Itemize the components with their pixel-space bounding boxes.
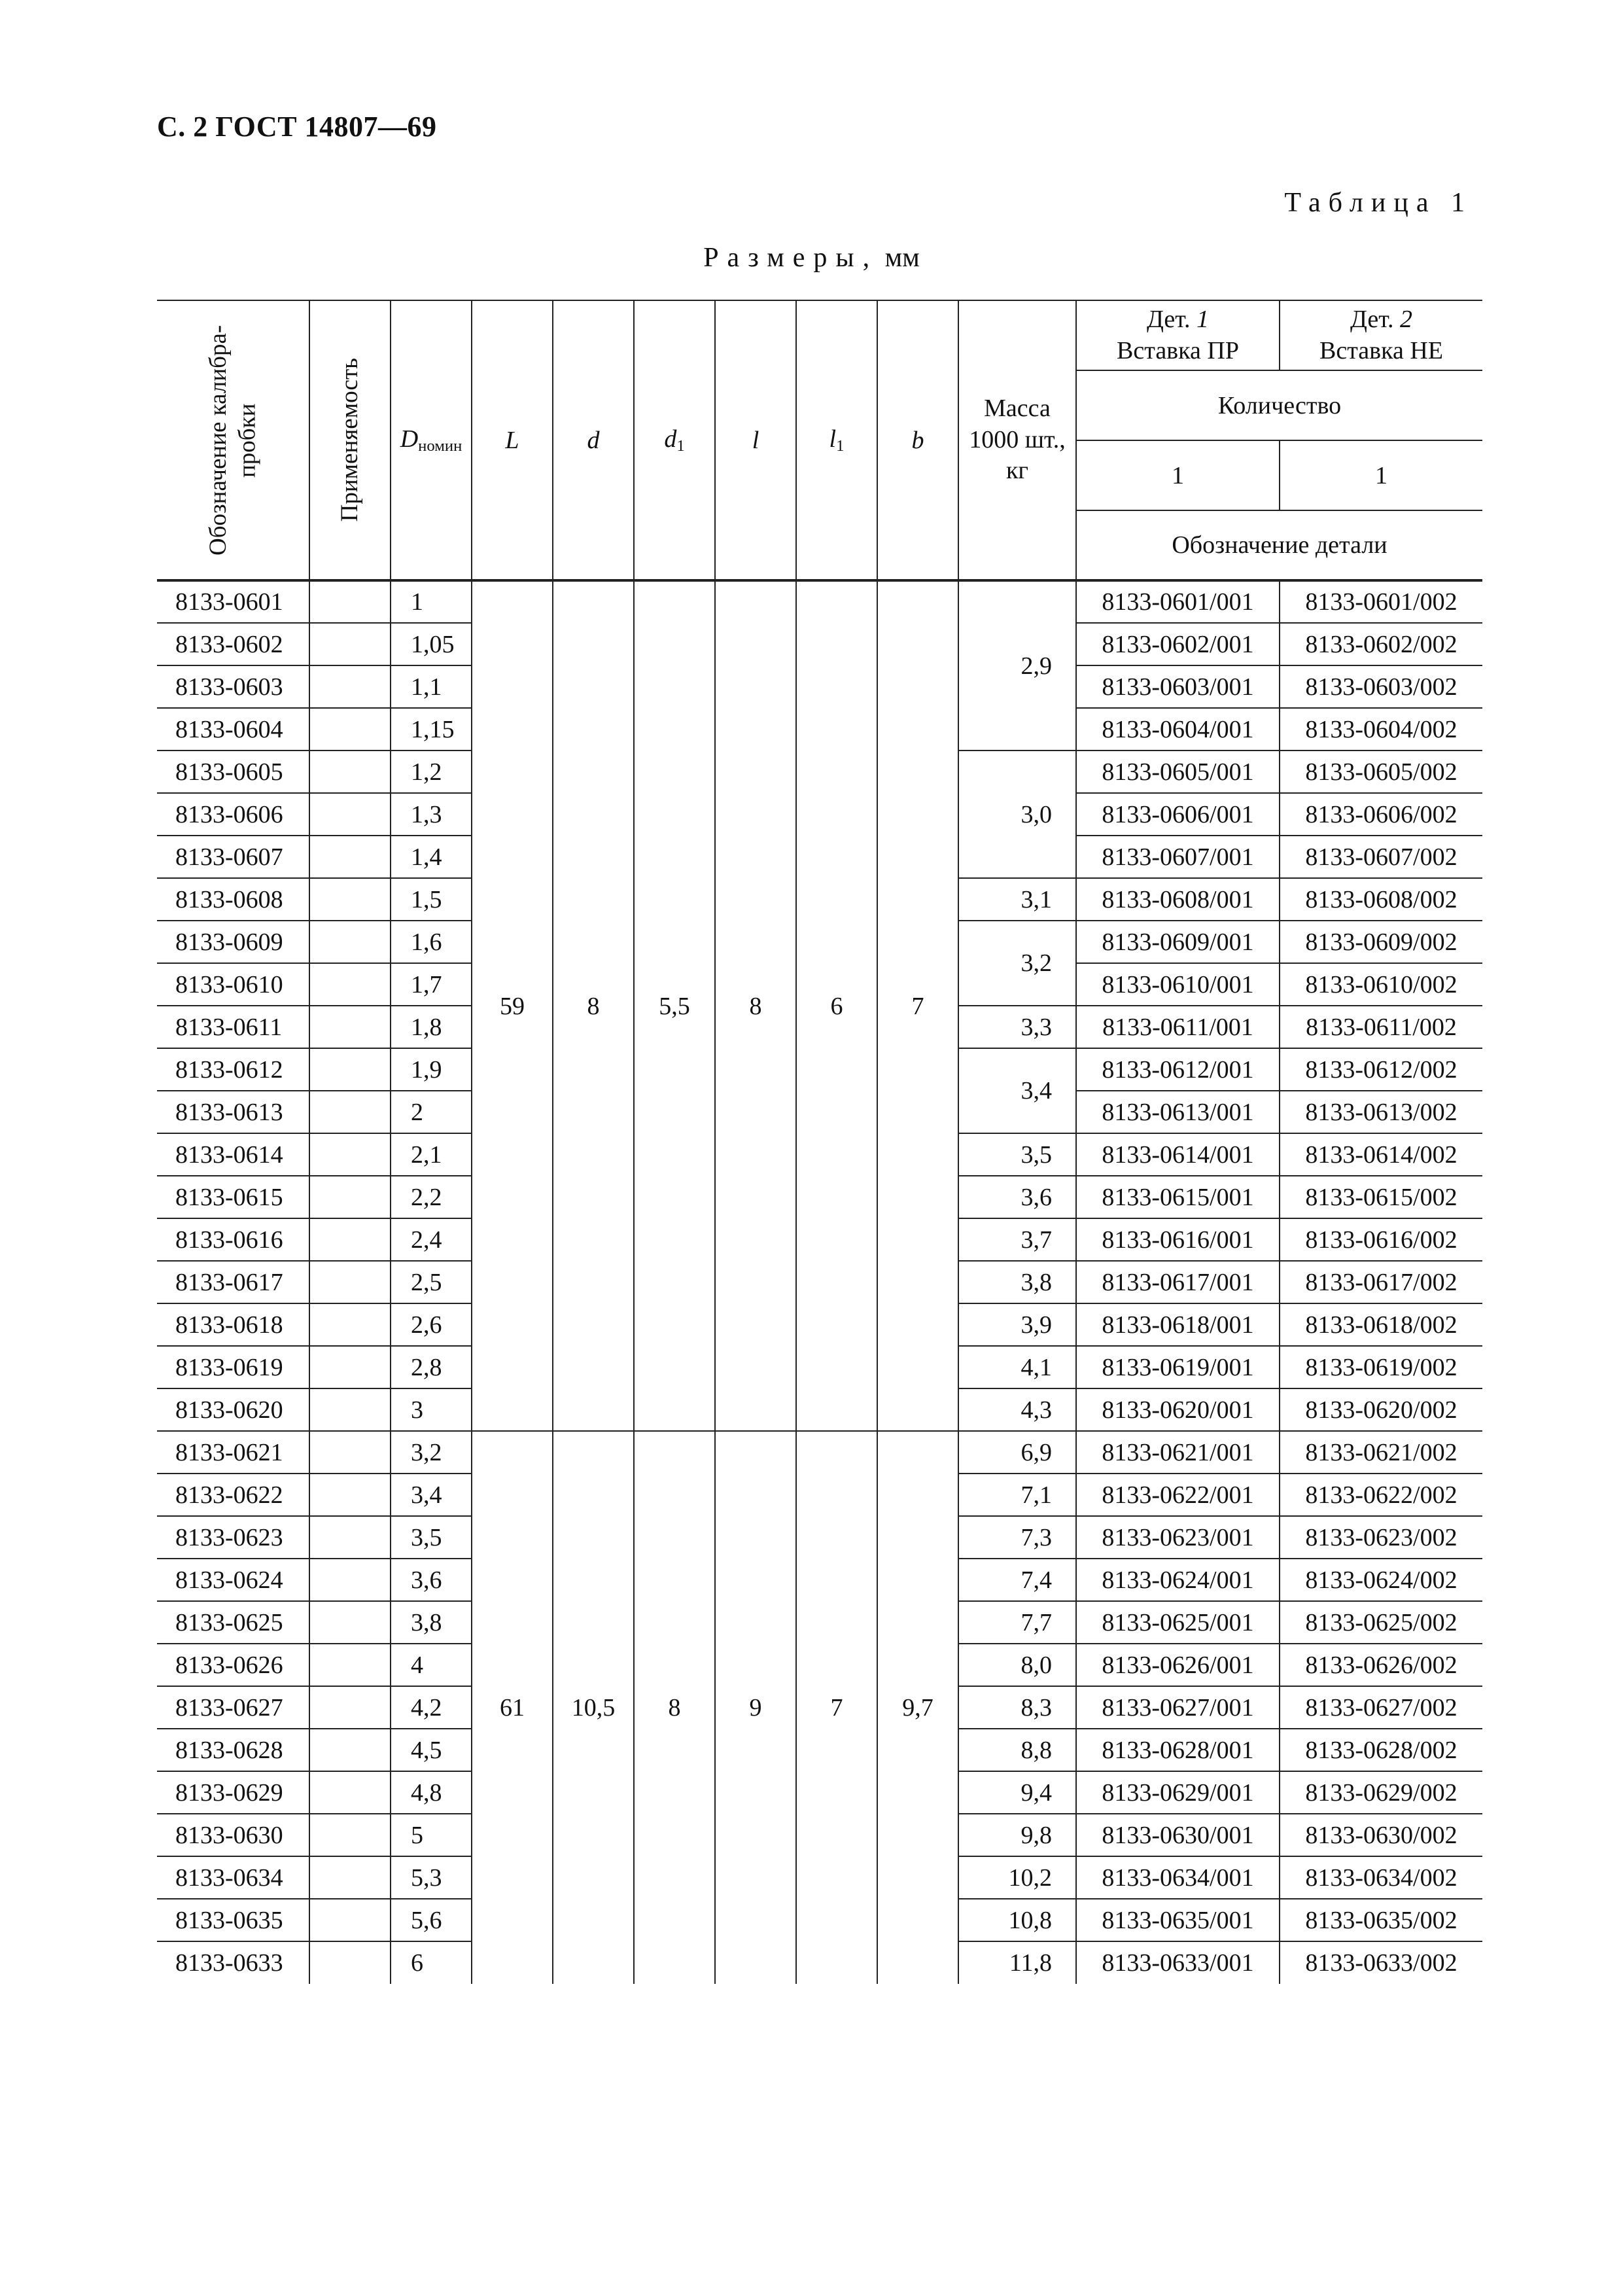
part2-code-cell: 8133-0617/002 <box>1280 1261 1482 1303</box>
mass-cell: 3,9 <box>958 1303 1076 1346</box>
part1-code-cell: 8133-0616/001 <box>1076 1218 1280 1261</box>
applicability-cell <box>309 1346 391 1388</box>
mass-cell: 7,7 <box>958 1601 1076 1644</box>
d-nom-cell: 2 <box>391 1091 472 1133</box>
part2-code-cell: 8133-0623/002 <box>1280 1516 1482 1559</box>
applicability-cell <box>309 1048 391 1091</box>
gauge-code-cell: 8133-0618 <box>157 1303 309 1346</box>
d-nom-cell: 2,4 <box>391 1218 472 1261</box>
dim-d-cell: 8 <box>553 580 634 1431</box>
dim-L-cell: 59 <box>472 580 553 1431</box>
part1-code-cell: 8133-0617/001 <box>1076 1261 1280 1303</box>
part1-code-cell: 8133-0629/001 <box>1076 1771 1280 1814</box>
part2-code-cell: 8133-0611/002 <box>1280 1006 1482 1048</box>
part1-code-cell: 8133-0611/001 <box>1076 1006 1280 1048</box>
dim-d1-cell: 8 <box>634 1431 715 1984</box>
mass-cell: 8,8 <box>958 1729 1076 1771</box>
applicability-cell <box>309 1814 391 1856</box>
applicability-cell <box>309 1686 391 1729</box>
mass-cell: 2,9 <box>958 580 1076 751</box>
part1-code-cell: 8133-0623/001 <box>1076 1516 1280 1559</box>
mass-cell: 7,4 <box>958 1559 1076 1601</box>
gauge-table <box>157 300 1482 1984</box>
part1-code-cell: 8133-0606/001 <box>1076 793 1280 836</box>
part2-code-cell: 8133-0635/002 <box>1280 1899 1482 1941</box>
part2-code-cell: 8133-0609/002 <box>1280 921 1482 963</box>
mass-cell: 8,3 <box>958 1686 1076 1729</box>
part1-code-cell: 8133-0625/001 <box>1076 1601 1280 1644</box>
applicability-cell <box>309 878 391 921</box>
applicability-cell <box>309 1388 391 1431</box>
gauge-code-cell: 8133-0635 <box>157 1899 309 1941</box>
part1-code-cell: 8133-0613/001 <box>1076 1091 1280 1133</box>
applicability-cell <box>309 1431 391 1474</box>
part2-code-cell: 8133-0629/002 <box>1280 1771 1482 1814</box>
gauge-code-cell: 8133-0634 <box>157 1856 309 1899</box>
part2-code-cell: 8133-0619/002 <box>1280 1346 1482 1388</box>
d-nom-cell: 2,5 <box>391 1261 472 1303</box>
part1-code-cell: 8133-0610/001 <box>1076 963 1280 1006</box>
mass-cell: 9,4 <box>958 1771 1076 1814</box>
col-l1: $l_1$ <box>796 300 877 580</box>
part2-code-cell: 8133-0607/002 <box>1280 836 1482 878</box>
col-part-designation: Обозначение детали <box>1076 510 1482 580</box>
part2-code-cell: 8133-0608/002 <box>1280 878 1482 921</box>
gauge-code-cell: 8133-0604 <box>157 708 309 751</box>
part1-code-cell: 8133-0626/001 <box>1076 1644 1280 1686</box>
d-nom-cell: 1,8 <box>391 1006 472 1048</box>
mass-cell: 11,8 <box>958 1941 1076 1984</box>
table-body <box>157 580 1482 1984</box>
col-part2: Дет. 2 Вставка НЕ <box>1280 300 1482 370</box>
col-applicability: Применяемость <box>309 300 391 580</box>
part2-code-cell: 8133-0624/002 <box>1280 1559 1482 1601</box>
part1-code-cell: 8133-0624/001 <box>1076 1559 1280 1601</box>
mass-cell: 7,3 <box>958 1516 1076 1559</box>
d-nom-cell: 1,1 <box>391 665 472 708</box>
d-nom-cell: 3,4 <box>391 1474 472 1516</box>
part1-code-cell: 8133-0633/001 <box>1076 1941 1280 1984</box>
applicability-cell <box>309 836 391 878</box>
d-nom-cell: 1,5 <box>391 878 472 921</box>
applicability-cell <box>309 1006 391 1048</box>
mass-cell: 3,5 <box>958 1133 1076 1176</box>
d-nom-cell: 3,2 <box>391 1431 472 1474</box>
part2-code-cell: 8133-0602/002 <box>1280 623 1482 665</box>
d-nom-cell: 4,2 <box>391 1686 472 1729</box>
part1-code-cell: 8133-0612/001 <box>1076 1048 1280 1091</box>
d-nom-cell: 2,1 <box>391 1133 472 1176</box>
col-b: b <box>877 300 958 580</box>
mass-cell: 3,8 <box>958 1261 1076 1303</box>
part1-code-cell: 8133-0627/001 <box>1076 1686 1280 1729</box>
d-nom-cell: 4 <box>391 1644 472 1686</box>
col-d-nom: $D_{номин}$ <box>391 300 472 580</box>
part2-code-cell: 8133-0625/002 <box>1280 1601 1482 1644</box>
gauge-code-cell: 8133-0615 <box>157 1176 309 1218</box>
part2-code-cell: 8133-0634/002 <box>1280 1856 1482 1899</box>
d-nom-cell: 5,3 <box>391 1856 472 1899</box>
applicability-cell <box>309 708 391 751</box>
mass-cell: 7,1 <box>958 1474 1076 1516</box>
mass-cell: 3,1 <box>958 878 1076 921</box>
part1-code-cell: 8133-0602/001 <box>1076 623 1280 665</box>
col-L: L <box>472 300 553 580</box>
d-nom-cell: 6 <box>391 1941 472 1984</box>
qty-part2: 1 <box>1280 440 1482 510</box>
part2-code-cell: 8133-0627/002 <box>1280 1686 1482 1729</box>
applicability-cell <box>309 921 391 963</box>
part1-code-cell: 8133-0628/001 <box>1076 1729 1280 1771</box>
part2-code-cell: 8133-0605/002 <box>1280 751 1482 793</box>
applicability-cell <box>309 1218 391 1261</box>
mass-cell: 3,4 <box>958 1048 1076 1133</box>
gauge-code-cell: 8133-0603 <box>157 665 309 708</box>
gauge-code-cell: 8133-0620 <box>157 1388 309 1431</box>
applicability-cell <box>309 1559 391 1601</box>
d-nom-cell: 5 <box>391 1814 472 1856</box>
part1-code-cell: 8133-0605/001 <box>1076 751 1280 793</box>
applicability-cell <box>309 1941 391 1984</box>
gauge-code-cell: 8133-0606 <box>157 793 309 836</box>
d-nom-cell: 1,9 <box>391 1048 472 1091</box>
mass-cell: 8,0 <box>958 1644 1076 1686</box>
applicability-cell <box>309 1303 391 1346</box>
mass-cell: 4,1 <box>958 1346 1076 1388</box>
part2-code-cell: 8133-0618/002 <box>1280 1303 1482 1346</box>
d-nom-cell: 3 <box>391 1388 472 1431</box>
gauge-code-cell: 8133-0612 <box>157 1048 309 1091</box>
part1-code-cell: 8133-0601/001 <box>1076 580 1280 623</box>
col-part1: Дет. 1 Вставка ПР <box>1076 300 1280 370</box>
part2-code-cell: 8133-0628/002 <box>1280 1729 1482 1771</box>
d-nom-cell: 1,05 <box>391 623 472 665</box>
d-nom-cell: 4,8 <box>391 1771 472 1814</box>
d-nom-cell: 3,5 <box>391 1516 472 1559</box>
gauge-code-cell: 8133-0611 <box>157 1006 309 1048</box>
part1-code-cell: 8133-0618/001 <box>1076 1303 1280 1346</box>
d-nom-cell: 5,6 <box>391 1899 472 1941</box>
part1-code-cell: 8133-0622/001 <box>1076 1474 1280 1516</box>
d-nom-cell: 2,2 <box>391 1176 472 1218</box>
part2-code-cell: 8133-0614/002 <box>1280 1133 1482 1176</box>
gauge-code-cell: 8133-0608 <box>157 878 309 921</box>
dim-d-cell: 10,5 <box>553 1431 634 1984</box>
part2-code-cell: 8133-0613/002 <box>1280 1091 1482 1133</box>
part1-code-cell: 8133-0630/001 <box>1076 1814 1280 1856</box>
d-nom-cell: 1,2 <box>391 751 472 793</box>
dim-l1-cell: 6 <box>796 580 877 1431</box>
part1-code-cell: 8133-0619/001 <box>1076 1346 1280 1388</box>
part2-code-cell: 8133-0620/002 <box>1280 1388 1482 1431</box>
part1-code-cell: 8133-0635/001 <box>1076 1899 1280 1941</box>
dim-b-cell: 9,7 <box>877 1431 958 1984</box>
dim-l-cell: 8 <box>715 580 796 1431</box>
d-nom-cell: 2,8 <box>391 1346 472 1388</box>
d-nom-cell: 3,6 <box>391 1559 472 1601</box>
mass-cell: 4,3 <box>958 1388 1076 1431</box>
applicability-cell <box>309 665 391 708</box>
mass-cell: 10,2 <box>958 1856 1076 1899</box>
gauge-code-cell: 8133-0616 <box>157 1218 309 1261</box>
table-row <box>157 580 1482 623</box>
part1-code-cell: 8133-0615/001 <box>1076 1176 1280 1218</box>
mass-cell: 10,8 <box>958 1899 1076 1941</box>
dim-b-cell: 7 <box>877 580 958 1431</box>
applicability-cell <box>309 1176 391 1218</box>
gauge-code-cell: 8133-0605 <box>157 751 309 793</box>
mass-cell: 3,3 <box>958 1006 1076 1048</box>
dimensions-caption <box>0 242 1623 274</box>
applicability-cell <box>309 751 391 793</box>
col-mass: Масса 1000 шт., кг <box>958 300 1076 580</box>
mass-cell: 3,2 <box>958 921 1076 1006</box>
gauge-code-cell: 8133-0625 <box>157 1601 309 1644</box>
part1-code-cell: 8133-0634/001 <box>1076 1856 1280 1899</box>
dim-L-cell: 61 <box>472 1431 553 1984</box>
col-quantity: Количество <box>1076 370 1482 440</box>
mass-cell: 3,0 <box>958 751 1076 878</box>
gauge-code-cell: 8133-0627 <box>157 1686 309 1729</box>
d-nom-cell: 3,8 <box>391 1601 472 1644</box>
part2-code-cell: 8133-0626/002 <box>1280 1644 1482 1686</box>
gauge-code-cell: 8133-0628 <box>157 1729 309 1771</box>
gauge-code-cell: 8133-0601 <box>157 580 309 623</box>
part1-code-cell: 8133-0614/001 <box>1076 1133 1280 1176</box>
d-nom-cell: 1 <box>391 580 472 623</box>
applicability-cell <box>309 623 391 665</box>
d-nom-cell: 1,3 <box>391 793 472 836</box>
col-designation: Обозначение калибра-пробки <box>157 300 309 580</box>
d-nom-cell: 1,6 <box>391 921 472 963</box>
d-nom-cell: 2,6 <box>391 1303 472 1346</box>
mass-cell: 3,7 <box>958 1218 1076 1261</box>
applicability-cell <box>309 1601 391 1644</box>
mass-cell: 3,6 <box>958 1176 1076 1218</box>
col-d1: $d_1$ <box>634 300 715 580</box>
gauge-code-cell: 8133-0609 <box>157 921 309 963</box>
part2-code-cell: 8133-0615/002 <box>1280 1176 1482 1218</box>
part1-code-cell: 8133-0608/001 <box>1076 878 1280 921</box>
table-label: Таблица 1 <box>1284 188 1473 218</box>
mass-cell: 9,8 <box>958 1814 1076 1856</box>
part1-code-cell: 8133-0621/001 <box>1076 1431 1280 1474</box>
col-d: d <box>553 300 634 580</box>
part2-code-cell: 8133-0601/002 <box>1280 580 1482 623</box>
part2-code-cell: 8133-0622/002 <box>1280 1474 1482 1516</box>
applicability-cell <box>309 1644 391 1686</box>
applicability-cell <box>309 1771 391 1814</box>
gauge-code-cell: 8133-0602 <box>157 623 309 665</box>
d-nom-cell: 1,15 <box>391 708 472 751</box>
gauge-code-cell: 8133-0630 <box>157 1814 309 1856</box>
dim-l1-cell: 7 <box>796 1431 877 1984</box>
gauge-code-cell: 8133-0614 <box>157 1133 309 1176</box>
gauge-code-cell: 8133-0619 <box>157 1346 309 1388</box>
applicability-cell <box>309 1516 391 1559</box>
applicability-cell <box>309 1899 391 1941</box>
d-nom-cell: 1,7 <box>391 963 472 1006</box>
dim-d1-cell: 5,5 <box>634 580 715 1431</box>
dim-l-cell: 9 <box>715 1431 796 1984</box>
part2-code-cell: 8133-0621/002 <box>1280 1431 1482 1474</box>
part1-code-cell: 8133-0609/001 <box>1076 921 1280 963</box>
d-nom-cell: 4,5 <box>391 1729 472 1771</box>
applicability-cell <box>309 580 391 623</box>
applicability-cell <box>309 1474 391 1516</box>
gauge-code-cell: 8133-0624 <box>157 1559 309 1601</box>
gauge-code-cell: 8133-0613 <box>157 1091 309 1133</box>
gauge-code-cell: 8133-0621 <box>157 1431 309 1474</box>
part2-code-cell: 8133-0606/002 <box>1280 793 1482 836</box>
applicability-cell <box>309 1261 391 1303</box>
part1-code-cell: 8133-0607/001 <box>1076 836 1280 878</box>
part1-code-cell: 8133-0604/001 <box>1076 708 1280 751</box>
part2-code-cell: 8133-0604/002 <box>1280 708 1482 751</box>
gauge-code-cell: 8133-0622 <box>157 1474 309 1516</box>
gauge-code-cell: 8133-0617 <box>157 1261 309 1303</box>
part1-code-cell: 8133-0620/001 <box>1076 1388 1280 1431</box>
col-l: l <box>715 300 796 580</box>
d-nom-cell: 1,4 <box>391 836 472 878</box>
part1-code-cell: 8133-0603/001 <box>1076 665 1280 708</box>
gauge-code-cell: 8133-0633 <box>157 1941 309 1984</box>
gauge-code-cell: 8133-0623 <box>157 1516 309 1559</box>
applicability-cell <box>309 1133 391 1176</box>
applicability-cell <box>309 963 391 1006</box>
applicability-cell <box>309 1856 391 1899</box>
gauge-code-cell: 8133-0607 <box>157 836 309 878</box>
part2-code-cell: 8133-0616/002 <box>1280 1218 1482 1261</box>
part2-code-cell: 8133-0610/002 <box>1280 963 1482 1006</box>
applicability-cell <box>309 793 391 836</box>
qty-part1: 1 <box>1076 440 1280 510</box>
applicability-cell <box>309 1091 391 1133</box>
part2-code-cell: 8133-0603/002 <box>1280 665 1482 708</box>
applicability-cell <box>309 1729 391 1771</box>
dimensions-word: Размеры, <box>703 243 879 273</box>
part2-code-cell: 8133-0612/002 <box>1280 1048 1482 1091</box>
part2-code-cell: 8133-0633/002 <box>1280 1941 1482 1984</box>
page-header: С. 2 ГОСТ 14807—69 <box>157 111 437 143</box>
gauge-code-cell: 8133-0629 <box>157 1771 309 1814</box>
gauge-code-cell: 8133-0626 <box>157 1644 309 1686</box>
part2-code-cell: 8133-0630/002 <box>1280 1814 1482 1856</box>
gauge-code-cell: 8133-0610 <box>157 963 309 1006</box>
table-row <box>157 1431 1482 1474</box>
dimensions-unit: мм <box>878 243 920 273</box>
mass-cell: 6,9 <box>958 1431 1076 1474</box>
